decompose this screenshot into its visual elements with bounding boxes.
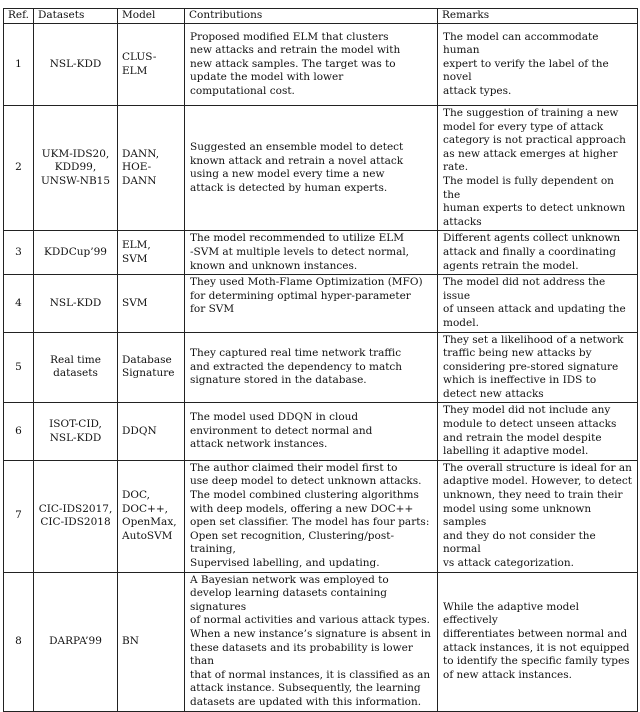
cell-datasets: NSL-KDD xyxy=(34,24,118,106)
cell-ref: 7 xyxy=(4,460,34,572)
header-model: Model xyxy=(118,9,185,24)
table-row xyxy=(4,275,638,332)
cell-contributions: Proposed modified ELM that clusters new attacks and retrain the model with new attack samples. The target was to update the model with lower computational cost. xyxy=(185,24,438,106)
cropped-caption-strip xyxy=(0,0,640,6)
cell-remarks: Different agents collect unknown attack and finally a coordinating agents retrain the model. xyxy=(438,231,638,275)
cell-remarks: While the adaptive model effectively differentiates between normal and attack instances, it is not equipped to identify the specific family types of new attack instances. xyxy=(438,572,638,711)
cell-contributions: Suggested an ensemble model to detect known attack and retrain a novel attack using a new model every time a new attack is detected by human experts. xyxy=(185,106,438,231)
cell-remarks: The model did not address the issue of unseen attack and updating the model. xyxy=(438,275,638,332)
table-row xyxy=(4,231,638,275)
table-header-row xyxy=(4,9,638,24)
cell-ref: 8 xyxy=(4,572,34,711)
header-datasets: Datasets xyxy=(34,9,118,24)
cell-datasets: CIC-IDS2017, CIC-IDS2018 xyxy=(34,460,118,572)
cell-model: BN xyxy=(118,572,185,711)
table-row xyxy=(4,572,638,711)
cell-model: SVM xyxy=(118,275,185,332)
cell-remarks: The model can accommodate human expert to verify the label of the novel attack types. xyxy=(438,24,638,106)
cell-contributions: They used Moth-Flame Optimization (MFO) for determining optimal hyper-parameter for SVM xyxy=(185,275,438,332)
table-row xyxy=(4,403,638,460)
table-row xyxy=(4,460,638,572)
cell-datasets: Real time datasets xyxy=(34,332,118,403)
cell-datasets: UKM-IDS20, KDD99, UNSW-NB15 xyxy=(34,106,118,231)
cell-model: CLUS- ELM xyxy=(118,24,185,106)
cell-contributions: They captured real time network traffic and extracted the dependency to match signature stored in the database. xyxy=(185,332,438,403)
cell-contributions: The model recommended to utilize ELM -SVM at multiple levels to detect normal, known and unknown instances. xyxy=(185,231,438,275)
cell-ref: 1 xyxy=(4,24,34,106)
cell-ref: 5 xyxy=(4,332,34,403)
cell-ref: 2 xyxy=(4,106,34,231)
comparison-table xyxy=(3,8,638,712)
cell-contributions: The model used DDQN in cloud environment to detect normal and attack network instances. xyxy=(185,403,438,460)
cell-model: ELM, SVM xyxy=(118,231,185,275)
cell-datasets: DARPA’99 xyxy=(34,572,118,711)
cell-datasets: NSL-KDD xyxy=(34,275,118,332)
cell-model: DDQN xyxy=(118,403,185,460)
table-row xyxy=(4,24,638,106)
cell-ref: 3 xyxy=(4,231,34,275)
cell-model: Database Signature xyxy=(118,332,185,403)
cell-model: DANN, HOE- DANN xyxy=(118,106,185,231)
cell-ref: 4 xyxy=(4,275,34,332)
cell-model: DOC, DOC++, OpenMax, AutoSVM xyxy=(118,460,185,572)
table-row xyxy=(4,332,638,403)
cell-contributions: A Bayesian network was employed to develop learning datasets containing signatures of normal activities and various attack types. When a new instance’s signature is absent in these datasets and its probability is lower than that of normal instances, it is classified as an attack instance. Subsequently, the learning datasets are updated with this information. xyxy=(185,572,438,711)
cell-remarks: The suggestion of training a new model for every type of attack category is not practical approach as new attack emerges at higher rate. The model is fully dependent on the human experts to detect unknown attacks xyxy=(438,106,638,231)
table-row xyxy=(4,106,638,231)
header-ref: Ref. xyxy=(4,9,34,24)
cell-remarks: The overall structure is ideal for an adaptive model. However, to detect unknown, they need to train their model using some unknown samples and they do not consider the normal vs attack categorization. xyxy=(438,460,638,572)
cell-ref: 6 xyxy=(4,403,34,460)
cell-datasets: ISOT-CID, NSL-KDD xyxy=(34,403,118,460)
cell-remarks: They set a likelihood of a network traffic being new attacks by considering pre-stored signature which is ineffective in IDS to detect new attacks xyxy=(438,332,638,403)
cell-contributions: The author claimed their model first to use deep model to detect unknown attacks. The model combined clustering algorithms with deep models, offering a new DOC++ open set classifier. The model has four parts: Open set recognition, Clustering/post-training, Supervised labelling, and updating. xyxy=(185,460,438,572)
cell-remarks: They model did not include any module to detect unseen attacks and retrain the model despite labelling it adaptive model. xyxy=(438,403,638,460)
header-remarks: Remarks xyxy=(438,9,638,24)
cell-datasets: KDDCup’99 xyxy=(34,231,118,275)
header-contributions: Contributions xyxy=(185,9,438,24)
